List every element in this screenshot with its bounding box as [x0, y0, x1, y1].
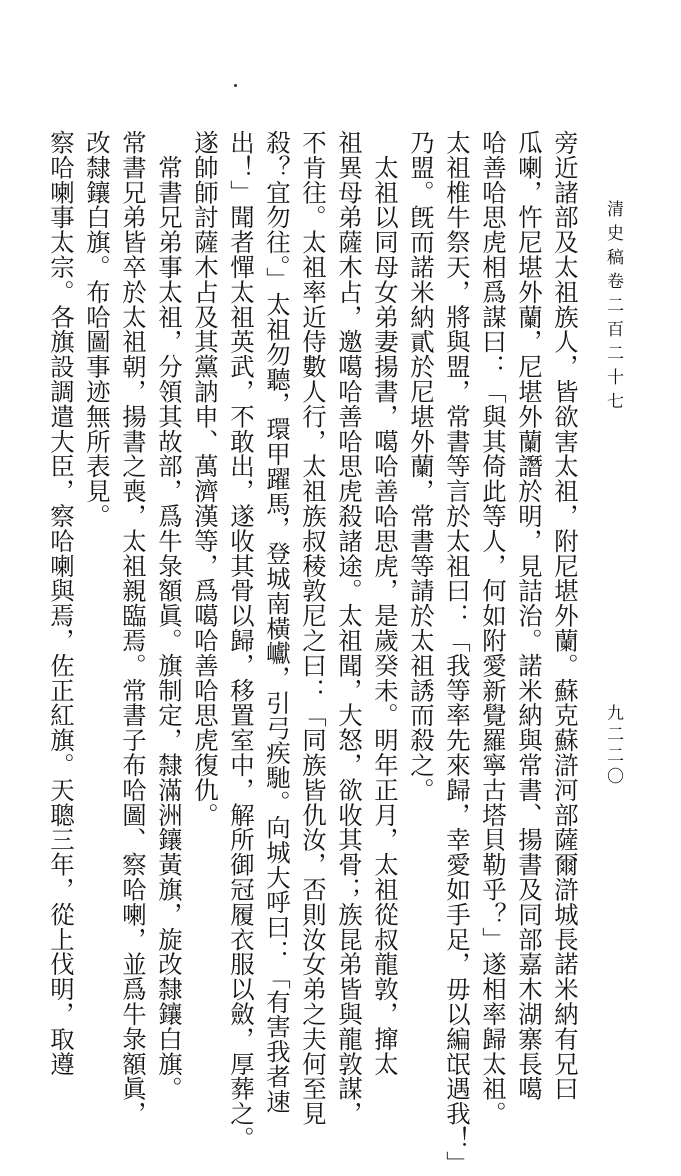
ink-speck: [234, 84, 237, 87]
text-column: 殺？宜勿往。」太祖勿聽，環甲躍馬，登城南橫巘，引弓疾馳。向城大呼曰：「有害我者速: [262, 130, 291, 1114]
text-column: 瓜喇，忤尼堪外蘭，尼堪外蘭譖於明，見詰治。諾米納與常書、揚書及同部嘉木湖寨長噶: [514, 130, 543, 1102]
text-column: 哈善哈思虎相爲謀曰：「與其倚此等人，何如附愛新覺羅寧古塔貝勒乎？」遂相率歸太祖。: [478, 130, 507, 1126]
main-text: [46, 130, 582, 1176]
text-column: 常書兄弟事太祖，分領其故部，爲牛彔額眞。旗制定，隸滿洲鑲黃旗，旋改隸鑲白旗。: [154, 130, 183, 1102]
text-column: 常書兄弟皆卒於太祖朝，揚書之喪，太祖親臨焉。常書子布哈圖、察哈喇，並爲牛彔額眞，: [118, 130, 147, 1126]
text-column: 改隸鑲白旗。布哈圖事迹無所表見。: [82, 130, 111, 529]
text-column: 太祖以同母女弟妻揚書，噶哈善哈思虎，是歲癸未。明年正月，太祖從叔龍敦，撺太: [370, 130, 399, 1077]
text-column: 祖異母弟薩木占，邀噶哈善哈思虎殺諸途。太祖聞，大怒，欲收其骨；族昆弟皆與龍敦謀，: [334, 130, 363, 1126]
text-column: 太祖椎牛祭天，將與盟，常書等言於太祖曰：「我等率先來歸，幸愛如手足，毋以編氓遇我！」: [442, 130, 471, 1176]
running-header: 清史稿卷二百二十七: [603, 200, 623, 416]
text-column: 不肯往。太祖率近侍數人行，太祖族叔稜敦尼之曰：「同族皆仇汝，否則汝女弟之夫何至見: [298, 130, 327, 1126]
text-column: 出！」聞者憚太祖英武，不敢出，遂收其骨以歸，移置室中，解所御冠履衣服以斂，厚葬之。: [226, 130, 255, 1151]
text-column: 乃盟。旣而諾米納貳於尼堪外蘭，常書等請於太祖誘而殺之。: [406, 130, 435, 803]
text-column: 察哈喇事太宗。各旗設調遣大臣，察哈喇與焉，佐正紅旗。天聰三年，從上伐明，取遵: [46, 130, 75, 1077]
page-number: 九二二〇: [603, 704, 623, 788]
text-column: 旁近諸部及太祖族人，皆欲害太祖，附尼堪外蘭。蘇克蘇滸河部薩爾滸城長諾米納有兄曰: [550, 130, 579, 1102]
text-column: 遂帥師討薩木占及其黨訥申、萬濟漢等，爲噶哈善哈思虎復仇。: [190, 130, 219, 828]
